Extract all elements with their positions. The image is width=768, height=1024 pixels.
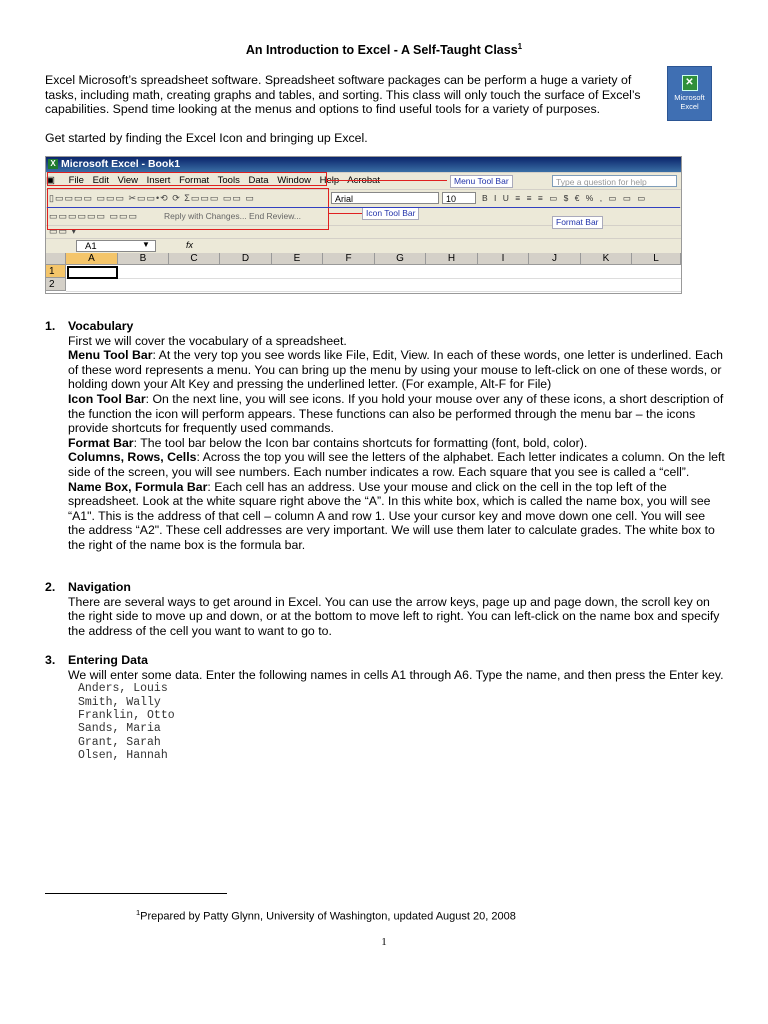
menu-view[interactable]: View — [117, 175, 139, 186]
col-header-h[interactable]: H — [426, 253, 478, 265]
name-item: Smith, Wally — [78, 695, 161, 709]
format-bar-underline — [47, 207, 680, 208]
footnote-text: Prepared by Patty Glynn, University of Washington, updated August 20, 2008 — [140, 910, 516, 923]
format-icons[interactable]: B I U ≡ ≡ ≡ ▭ $ € % , ▭ ▭ ▭ — [482, 193, 648, 203]
menu-data[interactable]: Data — [248, 175, 269, 186]
vocab-item — [68, 480, 725, 553]
col-header-b[interactable]: B — [118, 253, 169, 265]
review-icons[interactable]: ▭▭▭▭▭▭ ▭▭▭ — [49, 211, 139, 221]
footnote-mark: 1 — [136, 908, 141, 917]
section-heading: Navigation — [68, 580, 131, 594]
section-number: 1. — [45, 319, 56, 333]
vocab-item — [68, 392, 725, 436]
names-list — [78, 682, 725, 762]
vocab-term: Name Box, Formula Bar — [68, 479, 208, 494]
excel-x-icon: ✕ — [682, 75, 698, 91]
section-entering-data — [45, 653, 725, 763]
excel-app-icon: X — [48, 159, 58, 169]
font-select[interactable]: Arial — [331, 192, 439, 204]
name-box[interactable]: A1 — [76, 240, 156, 252]
col-header-l[interactable]: L — [632, 253, 681, 265]
vocab-item — [68, 450, 725, 479]
review-text[interactable]: Reply with Changes... End Review... — [164, 211, 302, 221]
fx-icon[interactable]: fx — [186, 240, 194, 250]
name-item: Olsen, Hannah — [78, 749, 168, 763]
vocab-text: : Each cell has an address. Use your mouse and click on the cell in the top left of the spreadsheet. Look at the white square right above the “A”. In this white box, which is called the name box, you will see “A1". This is the address of that cell – column A and row 1. Use your cursor key and move down one cell. You will see the address “A2". These cell addresses are very important. We will use them later to calculate grades. The white box to the right of the name box is the formula bar. — [68, 479, 715, 552]
cell-grid — [46, 253, 681, 293]
name-item: Grant, Sarah — [78, 735, 161, 749]
section-heading: Vocabulary — [68, 319, 134, 333]
menu-edit[interactable]: Edit — [92, 175, 109, 186]
icon-bar-highlight — [47, 188, 329, 230]
col-header-a[interactable]: A — [66, 253, 118, 265]
gridline — [66, 291, 681, 292]
col-header-k[interactable]: K — [581, 253, 632, 265]
section-heading: Entering Data — [68, 653, 148, 667]
vocab-term: Columns, Rows, Cells — [68, 450, 197, 465]
section-vocabulary — [45, 319, 725, 553]
font-size-select[interactable]: 10 — [442, 192, 476, 204]
menu-toolbar-label: Menu Tool Bar — [450, 175, 513, 188]
menu-tools[interactable]: Tools — [217, 175, 240, 186]
vocab-item — [68, 436, 725, 451]
menu-insert[interactable]: Insert — [146, 175, 171, 186]
section-intro: First we will cover the vocabulary of a spreadsheet. — [68, 333, 347, 348]
vocab-text: : The tool bar below the Icon bar contains shortcuts for formatting (font, bold, color). — [133, 435, 588, 450]
col-header-c[interactable]: C — [169, 253, 220, 265]
icon-toolbar-label: Icon Tool Bar — [362, 207, 419, 220]
menu-format[interactable]: Format — [179, 175, 210, 186]
menu-bar-highlight — [47, 172, 327, 186]
row-header-2[interactable]: 2 — [46, 278, 66, 291]
vocab-term: Icon Tool Bar — [68, 391, 146, 406]
page-title — [0, 42, 768, 57]
selected-cell-a1[interactable] — [67, 266, 118, 279]
menu-window[interactable]: Window — [277, 175, 311, 186]
page-number: 1 — [381, 936, 387, 948]
menu-bar-pointer — [327, 180, 447, 181]
logo-line2: Excel — [680, 102, 699, 111]
icon-bar-pointer — [329, 213, 362, 214]
vocab-text: : At the very top you see words like File, Edit, View. In each of these words, one letter is underlined. Each of these word represents a menu. You can bring up the menu by using your mouse to left-click on one of these words, or holding down your Alt Key and pressing the underlined letter. (For example, Alt-F for File) — [68, 348, 724, 392]
title-footnote-mark: 1 — [517, 42, 523, 51]
corner-header[interactable] — [46, 253, 66, 265]
section-number: 3. — [45, 653, 56, 667]
menu-file[interactable]: File — [68, 175, 84, 186]
section-number: 2. — [45, 580, 56, 594]
extra-icons[interactable]: ▭▭ ▾ — [49, 226, 78, 236]
col-header-i[interactable]: I — [478, 253, 529, 265]
gridline — [66, 278, 681, 279]
footnote-separator — [45, 893, 227, 894]
menu-help[interactable]: Help — [319, 175, 340, 186]
footnote — [136, 908, 516, 923]
col-header-d[interactable]: D — [220, 253, 272, 265]
title-text: An Introduction to Excel - A Self-Taught Class — [245, 43, 518, 58]
section-intro: We will enter some data. Enter the following names in cells A1 through A6. Type the name, and then press the Enter key. — [68, 667, 724, 682]
name-item: Anders, Louis — [78, 682, 168, 696]
name-formula-bar — [46, 239, 681, 253]
doc-icon: ▣ — [46, 175, 55, 186]
vocab-text: : On the next line, you will see icons. If you hold your mouse over any of these icons, a short description of the function the icon will perform appears. These functions can also be performed through the menu bar – the icons provide shortcuts for frequently used commands. — [68, 391, 724, 436]
col-header-e[interactable]: E — [272, 253, 323, 265]
section-intro: There are several ways to get around in Excel. You can use the arrow keys, page up and page down, the scroll key on the right side to move up and down, or at the bottom to move left to right. You can left-click on the name box and specify the address of the cell you want to want to go to. — [68, 594, 720, 638]
menu-acrobat[interactable]: Acrobat — [347, 175, 381, 186]
vocab-term: Format Bar — [68, 435, 134, 450]
vocab-term: Menu Tool Bar — [68, 348, 153, 363]
format-bar-label: Format Bar — [552, 216, 603, 229]
question-input[interactable]: Type a question for help — [552, 175, 677, 187]
intro-paragraph: Excel Microsoft’s spreadsheet software. Spreadsheet software packages can be perform a huge a variety of tasks, including math, creating graphs and tables, and sorting. This class will only touch the surface of Excel’s capabilities. Spend time looking at the menus and options to find useful tools for a variety of purposes. — [45, 73, 641, 117]
name-item: Franklin, Otto — [78, 709, 175, 722]
toolbar-icons[interactable]: ▯▭▭▭▭ ▭▭▭ ✂▭▭•⟲ ⟳ Σ▭▭▭ ▭▭ ▭ — [49, 193, 255, 203]
vocab-text: : Across the top you will see the letters of the alphabet. Each letter indicates a column. On the left side of the screen, you will see numbers. Each number indicates a row. Each square that you see is called a “cell”. — [68, 450, 725, 479]
row-header-1[interactable]: 1 — [46, 265, 66, 278]
excel-window-title: Microsoft Excel - Book1 — [61, 158, 181, 170]
col-header-f[interactable]: F — [323, 253, 375, 265]
section-navigation — [45, 580, 725, 638]
name-item: Sands, Maria — [78, 722, 161, 736]
excel-title-bar — [46, 157, 681, 172]
logo-line1: Microsoft — [674, 93, 705, 102]
name-box-dropdown-icon[interactable]: ▼ — [142, 240, 150, 249]
get-started-text: Get started by finding the Excel Icon and bringing up Excel. — [45, 131, 368, 145]
col-header-g[interactable]: G — [375, 253, 426, 265]
vocab-item — [68, 348, 725, 392]
col-header-j[interactable]: J — [529, 253, 581, 265]
excel-logo — [667, 66, 712, 121]
